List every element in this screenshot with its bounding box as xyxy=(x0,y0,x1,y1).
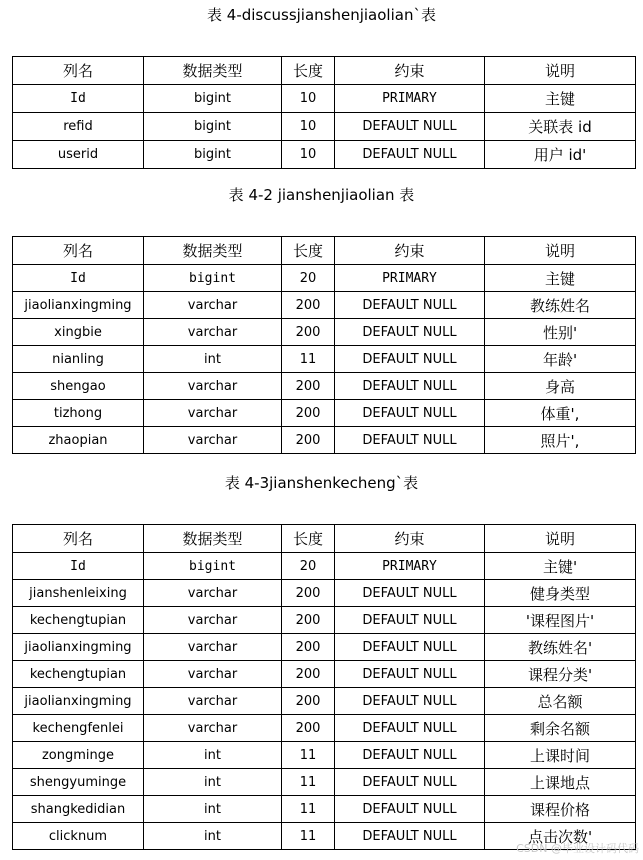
table-row xyxy=(13,85,636,113)
cell-length: 200 xyxy=(282,292,335,319)
cell-column-name: Id xyxy=(13,85,144,113)
cell-description: 用户 id' xyxy=(485,141,636,169)
cell-length: 200 xyxy=(282,400,335,427)
table-header-row xyxy=(13,237,636,265)
cell-description: '课程图片' xyxy=(485,607,636,634)
cell-length: 200 xyxy=(282,634,335,661)
cell-column-name: shengyuminge xyxy=(13,769,144,796)
cell-description: 课程价格 xyxy=(485,796,636,823)
cell-column-name: userid xyxy=(13,141,144,169)
cell-length: 10 xyxy=(282,85,335,113)
cell-data-type: varchar xyxy=(144,580,282,607)
column-header: 列名 xyxy=(13,57,144,85)
cell-data-type: int xyxy=(144,769,282,796)
cell-description: 上课地点 xyxy=(485,769,636,796)
cell-length: 11 xyxy=(282,796,335,823)
cell-data-type: varchar xyxy=(144,688,282,715)
cell-description: 教练姓名' xyxy=(485,634,636,661)
column-header: 约束 xyxy=(335,525,485,553)
column-header: 说明 xyxy=(485,525,636,553)
cell-length: 200 xyxy=(282,319,335,346)
cell-column-name: xingbie xyxy=(13,319,144,346)
cell-data-type: varchar xyxy=(144,661,282,688)
table-row xyxy=(13,715,636,742)
cell-data-type: int xyxy=(144,742,282,769)
cell-description: 照片', xyxy=(485,427,636,454)
cell-constraint: DEFAULT NULL xyxy=(335,319,485,346)
column-header: 长度 xyxy=(282,57,335,85)
cell-length: 200 xyxy=(282,427,335,454)
cell-constraint: DEFAULT NULL xyxy=(335,427,485,454)
cell-constraint: DEFAULT NULL xyxy=(335,742,485,769)
cell-constraint: DEFAULT NULL xyxy=(335,607,485,634)
cell-length: 11 xyxy=(282,769,335,796)
cell-description: 上课时间 xyxy=(485,742,636,769)
cell-description: 主键 xyxy=(485,85,636,113)
cell-data-type: int xyxy=(144,796,282,823)
table-caption: 表 4-discussjianshenjiaolian`表 xyxy=(207,6,436,24)
table-row xyxy=(13,553,636,580)
cell-constraint: PRIMARY xyxy=(335,265,485,292)
cell-length: 20 xyxy=(282,553,335,580)
table-row xyxy=(13,607,636,634)
column-header: 数据类型 xyxy=(144,237,282,265)
cell-length: 200 xyxy=(282,715,335,742)
cell-column-name: shengao xyxy=(13,373,144,400)
cell-description: 性别' xyxy=(485,319,636,346)
column-header: 说明 xyxy=(485,57,636,85)
column-header: 数据类型 xyxy=(144,57,282,85)
cell-length: 11 xyxy=(282,823,335,850)
cell-constraint: DEFAULT NULL xyxy=(335,634,485,661)
cell-data-type: bigint xyxy=(144,85,282,113)
cell-constraint: DEFAULT NULL xyxy=(335,661,485,688)
table-row xyxy=(13,265,636,292)
cell-column-name: tizhong xyxy=(13,400,144,427)
cell-constraint: DEFAULT NULL xyxy=(335,373,485,400)
cell-data-type: varchar xyxy=(144,634,282,661)
cell-description: 关联表 id xyxy=(485,113,636,141)
table-row xyxy=(13,427,636,454)
cell-data-type: varchar xyxy=(144,292,282,319)
cell-constraint: PRIMARY xyxy=(335,553,485,580)
cell-column-name: Id xyxy=(13,265,144,292)
table-row xyxy=(13,580,636,607)
table-row xyxy=(13,292,636,319)
cell-description: 主键 xyxy=(485,265,636,292)
cell-column-name: Id xyxy=(13,553,144,580)
table-row xyxy=(13,796,636,823)
column-header: 约束 xyxy=(335,57,485,85)
cell-constraint: DEFAULT NULL xyxy=(335,292,485,319)
cell-constraint: DEFAULT NULL xyxy=(335,400,485,427)
cell-length: 200 xyxy=(282,373,335,400)
cell-length: 10 xyxy=(282,113,335,141)
table-row xyxy=(13,661,636,688)
cell-column-name: zongminge xyxy=(13,742,144,769)
cell-length: 200 xyxy=(282,580,335,607)
watermark: CSDN @毕业设计码代码 xyxy=(516,842,639,855)
table-row xyxy=(13,346,636,373)
table-row xyxy=(13,742,636,769)
cell-data-type: varchar xyxy=(144,373,282,400)
cell-constraint: DEFAULT NULL xyxy=(335,141,485,169)
column-header: 约束 xyxy=(335,237,485,265)
cell-constraint: DEFAULT NULL xyxy=(335,823,485,850)
cell-description: 健身类型 xyxy=(485,580,636,607)
cell-description: 教练姓名 xyxy=(485,292,636,319)
cell-data-type: bigint xyxy=(144,553,282,580)
cell-constraint: PRIMARY xyxy=(335,85,485,113)
cell-column-name: kechengtupian xyxy=(13,607,144,634)
cell-data-type: bigint xyxy=(144,265,282,292)
cell-column-name: kechengtupian xyxy=(13,661,144,688)
column-header: 长度 xyxy=(282,525,335,553)
cell-data-type: int xyxy=(144,823,282,850)
cell-description: 年龄' xyxy=(485,346,636,373)
table-row xyxy=(13,113,636,141)
schema-table xyxy=(12,524,636,850)
cell-description: 点击次数' xyxy=(485,823,636,850)
table-row xyxy=(13,400,636,427)
cell-column-name: clicknum xyxy=(13,823,144,850)
column-header: 列名 xyxy=(13,237,144,265)
cell-column-name: kechengfenlei xyxy=(13,715,144,742)
cell-constraint: DEFAULT NULL xyxy=(335,715,485,742)
column-header: 数据类型 xyxy=(144,525,282,553)
cell-description: 剩余名额 xyxy=(485,715,636,742)
table-header-row xyxy=(13,525,636,553)
schema-table xyxy=(12,236,636,454)
schema-table xyxy=(12,56,636,169)
cell-description: 体重', xyxy=(485,400,636,427)
cell-constraint: DEFAULT NULL xyxy=(335,769,485,796)
cell-length: 11 xyxy=(282,742,335,769)
cell-length: 20 xyxy=(282,265,335,292)
cell-data-type: varchar xyxy=(144,715,282,742)
column-header: 长度 xyxy=(282,237,335,265)
cell-column-name: refid xyxy=(13,113,144,141)
cell-constraint: DEFAULT NULL xyxy=(335,796,485,823)
cell-length: 10 xyxy=(282,141,335,169)
cell-length: 11 xyxy=(282,346,335,373)
cell-description: 总名额 xyxy=(485,688,636,715)
cell-data-type: bigint xyxy=(144,113,282,141)
table-row xyxy=(13,688,636,715)
cell-length: 200 xyxy=(282,661,335,688)
cell-data-type: varchar xyxy=(144,319,282,346)
cell-constraint: DEFAULT NULL xyxy=(335,346,485,373)
cell-description: 课程分类' xyxy=(485,661,636,688)
table-row xyxy=(13,319,636,346)
column-header: 说明 xyxy=(485,237,636,265)
cell-column-name: jiaolianxingming xyxy=(13,634,144,661)
cell-data-type: varchar xyxy=(144,607,282,634)
cell-constraint: DEFAULT NULL xyxy=(335,580,485,607)
cell-data-type: varchar xyxy=(144,427,282,454)
cell-column-name: jiaolianxingming xyxy=(13,292,144,319)
table-row xyxy=(13,141,636,169)
cell-constraint: DEFAULT NULL xyxy=(335,688,485,715)
cell-column-name: zhaopian xyxy=(13,427,144,454)
cell-data-type: bigint xyxy=(144,141,282,169)
cell-constraint: DEFAULT NULL xyxy=(335,113,485,141)
cell-data-type: varchar xyxy=(144,400,282,427)
cell-column-name: jianshenleixing xyxy=(13,580,144,607)
cell-description: 主键' xyxy=(485,553,636,580)
table-row xyxy=(13,373,636,400)
cell-column-name: shangkedidian xyxy=(13,796,144,823)
table-row xyxy=(13,634,636,661)
column-header: 列名 xyxy=(13,525,144,553)
cell-data-type: int xyxy=(144,346,282,373)
cell-column-name: jiaolianxingming xyxy=(13,688,144,715)
cell-column-name: nianling xyxy=(13,346,144,373)
table-header-row xyxy=(13,57,636,85)
cell-length: 200 xyxy=(282,688,335,715)
table-caption: 表 4-2 jianshenjiaolian 表 xyxy=(228,186,415,204)
cell-length: 200 xyxy=(282,607,335,634)
table-row xyxy=(13,769,636,796)
cell-description: 身高 xyxy=(485,373,636,400)
table-caption: 表 4-3jianshenkecheng`表 xyxy=(224,474,419,492)
